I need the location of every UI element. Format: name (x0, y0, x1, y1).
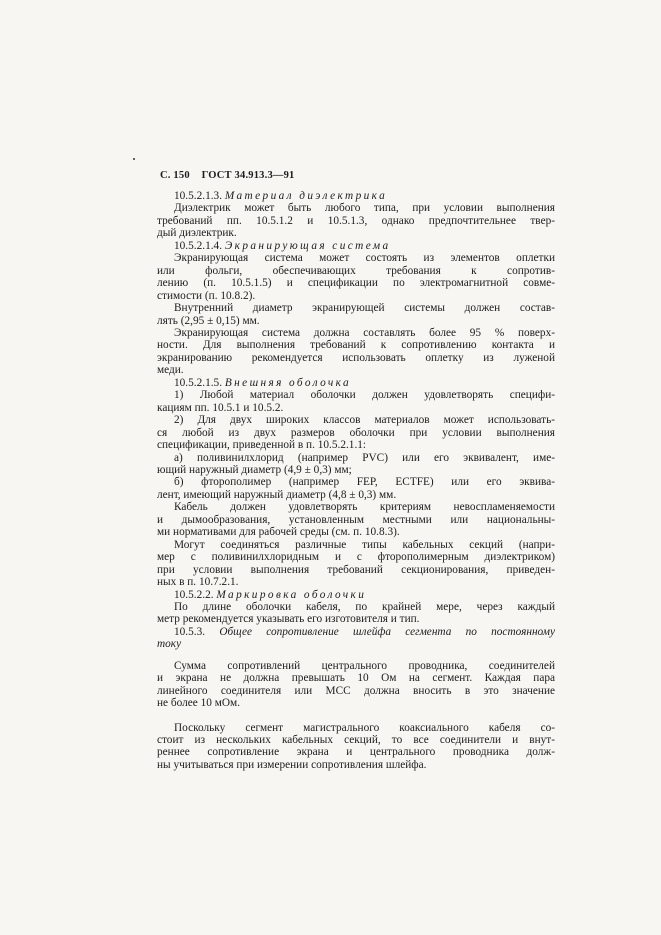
text-line: лент, имеющий наружный диаметр (4,8 ± 0,3) мм. (157, 488, 397, 501)
text-line: метр рекомендуется указывать его изготовителя и тип. (157, 613, 420, 626)
section-heading (157, 589, 555, 601)
text-line: стоит из нескольких кабельных секций, то все соединители и внут- (157, 734, 555, 747)
section-title: Экранирующая система (224, 239, 391, 252)
text-line: Поскольку сегмент магистрального коаксиального кабеля со- (174, 721, 555, 734)
text-line: ми нормативами для рабочей среды (см. п. 10.8.3). (157, 526, 400, 539)
section-heading (157, 190, 555, 202)
section-number: 10.5.2.1.4. (174, 239, 223, 252)
text-line: а) поливинилхлорид (например PVC) или его эквивалент, име- (174, 451, 555, 464)
text-line: Сумма сопротивлений центрального проводника, соединителей (174, 659, 555, 672)
standard-number: ГОСТ 34.913.3—91 (201, 170, 295, 181)
speck (133, 158, 135, 160)
page-header (160, 170, 304, 181)
paragraph (157, 327, 555, 377)
text-line: или фольги, обеспечивающих требования к сопротив- (157, 264, 555, 277)
text-line: ных в п. 10.7.2.1. (157, 576, 239, 589)
section-title: Внешняя оболочка (224, 376, 352, 389)
text-line: не более 10 мОм. (157, 697, 241, 710)
text-line: Кабель должен удовлетворять критериям невоспламеняемости (174, 501, 555, 514)
section-heading (157, 377, 555, 389)
paragraph (157, 722, 555, 772)
section-number: 10.5.2.2. (174, 588, 214, 601)
paragraph (157, 660, 555, 710)
section-title: Общее сопротивление шлейфа сегмента по постоянному (219, 625, 556, 638)
text-line: ности. Для выполнения требований к сопротивлению контакта и (157, 339, 555, 352)
section-number: 10.5.2.1.5. (174, 376, 223, 389)
text-line: б) фторополимер (например FEP, ECTFE) или его эквива- (174, 476, 555, 489)
text-line: лению (п. 10.5.1.5) и спецификации по электромагнитной совме- (157, 277, 555, 290)
text-line: при условии выполнения требований секционирования, приведен- (157, 563, 555, 576)
text-line: ющий наружный диаметр (4,9 ± 0,3) мм; (157, 463, 352, 476)
text-line: мер с поливинилхлоридным и с фторополимерным диэлектриком) (157, 551, 555, 564)
section-heading (157, 626, 555, 651)
text-line: 1) Любой материал оболочки должен удовлетворять специфи- (174, 389, 555, 402)
paragraph (157, 252, 555, 302)
paragraph (157, 476, 555, 501)
paragraph (157, 601, 555, 626)
paragraph (157, 389, 555, 414)
paragraph (157, 414, 555, 451)
text-line: линейного соединителя или МСС должна вносить в это значение (157, 684, 555, 697)
section-heading (157, 240, 555, 252)
paragraph (157, 202, 555, 239)
document-body (157, 190, 555, 771)
text-line: 2) Для двух широких классов материалов может использовать- (174, 414, 555, 427)
section-number: 10.5.2.1.3. (174, 190, 223, 202)
section-number: 10.5.3. (174, 625, 206, 638)
spacer (157, 710, 555, 722)
text-line: и дымообразования, установленным местными или национальны- (157, 513, 555, 526)
text-line: лять (2,95 ± 0,15) мм. (157, 314, 260, 327)
text-line: кациям пп. 10.5.1 и 10.5.2. (157, 401, 284, 414)
text-line: По длине оболочки кабеля, по крайней мере, через каждый (174, 600, 555, 613)
page-number: С. 150 (160, 170, 190, 181)
text-line: стимости (п. 10.8.2). (157, 289, 256, 302)
text-line: экранированию рекомендуется использовать оплетку из луженой (157, 351, 555, 364)
text-line: Внутренний диаметр экранирующей системы должен состав- (174, 302, 555, 315)
text-line: спецификации, приведенной в п. 10.5.2.1.1: (157, 439, 367, 452)
paragraph (157, 539, 555, 589)
text-line: ны учитываться при измерении сопротивления шлейфа. (157, 758, 427, 771)
spacer (157, 651, 555, 660)
text-line: требований пп. 10.5.1.2 и 10.5.1.3, однако предпочтительнее твер- (157, 214, 555, 227)
text-line: меди. (157, 364, 184, 377)
text-line: и экрана не должна превышать 10 Ом на сегмент. Каждая пара (157, 672, 555, 685)
section-title-continued: току (157, 638, 182, 651)
text-line: Диэлектрик может быть любого типа, при условии выполнения (174, 202, 555, 215)
section-title: Маркировка оболочки (216, 588, 367, 601)
text-line: дый диэлектрик. (157, 227, 237, 240)
paragraph (157, 302, 555, 327)
section-title: Материал диэлектрика (224, 190, 388, 202)
text-line: Экранирующая система должна составлять более 95 % поверх- (174, 326, 555, 339)
paragraph (157, 452, 555, 477)
text-line: реннее сопротивление экрана и центрального проводника долж- (157, 746, 555, 759)
text-line: Экранирующая система может состоять из элементов оплетки (174, 252, 555, 265)
text-line: Могут соединяться различные типы кабельных секций (напри- (174, 538, 555, 551)
paragraph (157, 501, 555, 538)
text-line: ся любой из двух размеров оболочки при условии выполнения (157, 426, 555, 439)
text-line (157, 626, 555, 638)
